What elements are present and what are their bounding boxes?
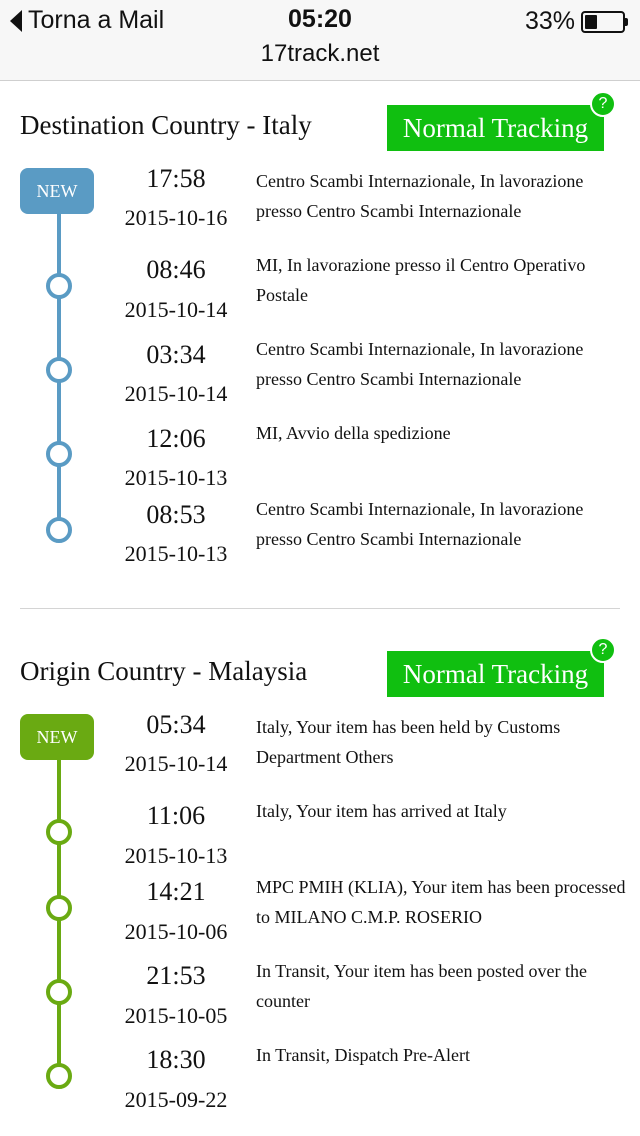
event-time: 08:46: [146, 255, 206, 284]
battery-indicator: [525, 7, 628, 36]
event-description: MI, Avvio della spedizione: [256, 423, 451, 443]
event-description: Centro Scambi Internazionale, In lavorazione presso Centro Scambi Internazionale: [256, 339, 584, 389]
address-bar-url[interactable]: 17track.net: [260, 40, 380, 67]
battery-fill: [585, 15, 597, 29]
event-description: Centro Scambi Internazionale, In lavorazione presso Centro Scambi Internazionale: [256, 499, 584, 549]
battery-percent: 33%: [524, 7, 575, 35]
timeline-dot: [46, 1063, 72, 1089]
timeline-dot: [46, 819, 72, 845]
timeline-dot: [46, 517, 72, 543]
timeline-dot: [46, 273, 72, 299]
event-time: 14:21: [146, 877, 206, 906]
event-time: 12:06: [146, 424, 206, 453]
event-description: Italy, Your item has been held by Customs Department Others: [256, 717, 561, 767]
new-badge: NEW: [20, 714, 94, 760]
timeline-dot: [46, 979, 72, 1005]
clock: 05:20: [288, 5, 352, 33]
battery-icon: [581, 11, 625, 33]
event-time: 11:06: [146, 801, 206, 830]
section-divider: [20, 608, 620, 609]
event-date: 2015-09-22: [124, 1087, 228, 1112]
event-description: In Transit, Dispatch Pre-Alert: [256, 1045, 470, 1065]
event-time: 21:53: [146, 961, 206, 990]
event-description: MI, In lavorazione presso il Centro Operativo Postale: [256, 255, 586, 305]
event-date: 2015-10-16: [124, 205, 228, 230]
new-badge: NEW: [20, 168, 94, 214]
event-date: 2015-10-13: [124, 541, 228, 566]
event-date: 2015-10-05: [124, 1003, 228, 1028]
event-time: 05:34: [146, 710, 206, 739]
section-title: Origin Country - Malaysia: [20, 656, 308, 686]
event-description: Centro Scambi Internazionale, In lavorazione presso Centro Scambi Internazionale: [256, 171, 584, 221]
event-description: MPC PMIH (KLIA), Your item has been processed to MILANO C.M.P. ROSERIO: [256, 877, 626, 927]
back-arrow-icon: [10, 10, 22, 32]
event-time: 03:34: [146, 340, 206, 369]
normal-tracking-button[interactable]: Normal Tracking: [387, 105, 604, 151]
event-date: 2015-10-13: [124, 843, 228, 868]
back-label: Torna a Mail: [28, 6, 165, 34]
battery-tip: [625, 18, 628, 26]
event-description: In Transit, Your item has been posted over the counter: [256, 961, 587, 1011]
event-time: 18:30: [146, 1045, 206, 1074]
help-icon[interactable]: ?: [590, 637, 616, 663]
event-date: 2015-10-14: [124, 751, 228, 776]
event-time: 17:58: [146, 164, 206, 193]
browser-status-bar: [0, 0, 640, 81]
event-time: 08:53: [146, 500, 206, 529]
event-description: Italy, Your item has arrived at Italy: [256, 801, 507, 821]
timeline-dot: [46, 441, 72, 467]
section-title: Destination Country - Italy: [20, 110, 312, 140]
help-icon[interactable]: ?: [590, 91, 616, 117]
timeline-dot: [46, 895, 72, 921]
back-to-mail-button[interactable]: [10, 6, 164, 35]
normal-tracking-button[interactable]: Normal Tracking: [387, 651, 604, 697]
event-date: 2015-10-13: [124, 465, 228, 490]
timeline-dot: [46, 357, 72, 383]
event-date: 2015-10-14: [124, 381, 228, 406]
event-date: 2015-10-06: [124, 919, 228, 944]
event-date: 2015-10-14: [124, 297, 228, 322]
